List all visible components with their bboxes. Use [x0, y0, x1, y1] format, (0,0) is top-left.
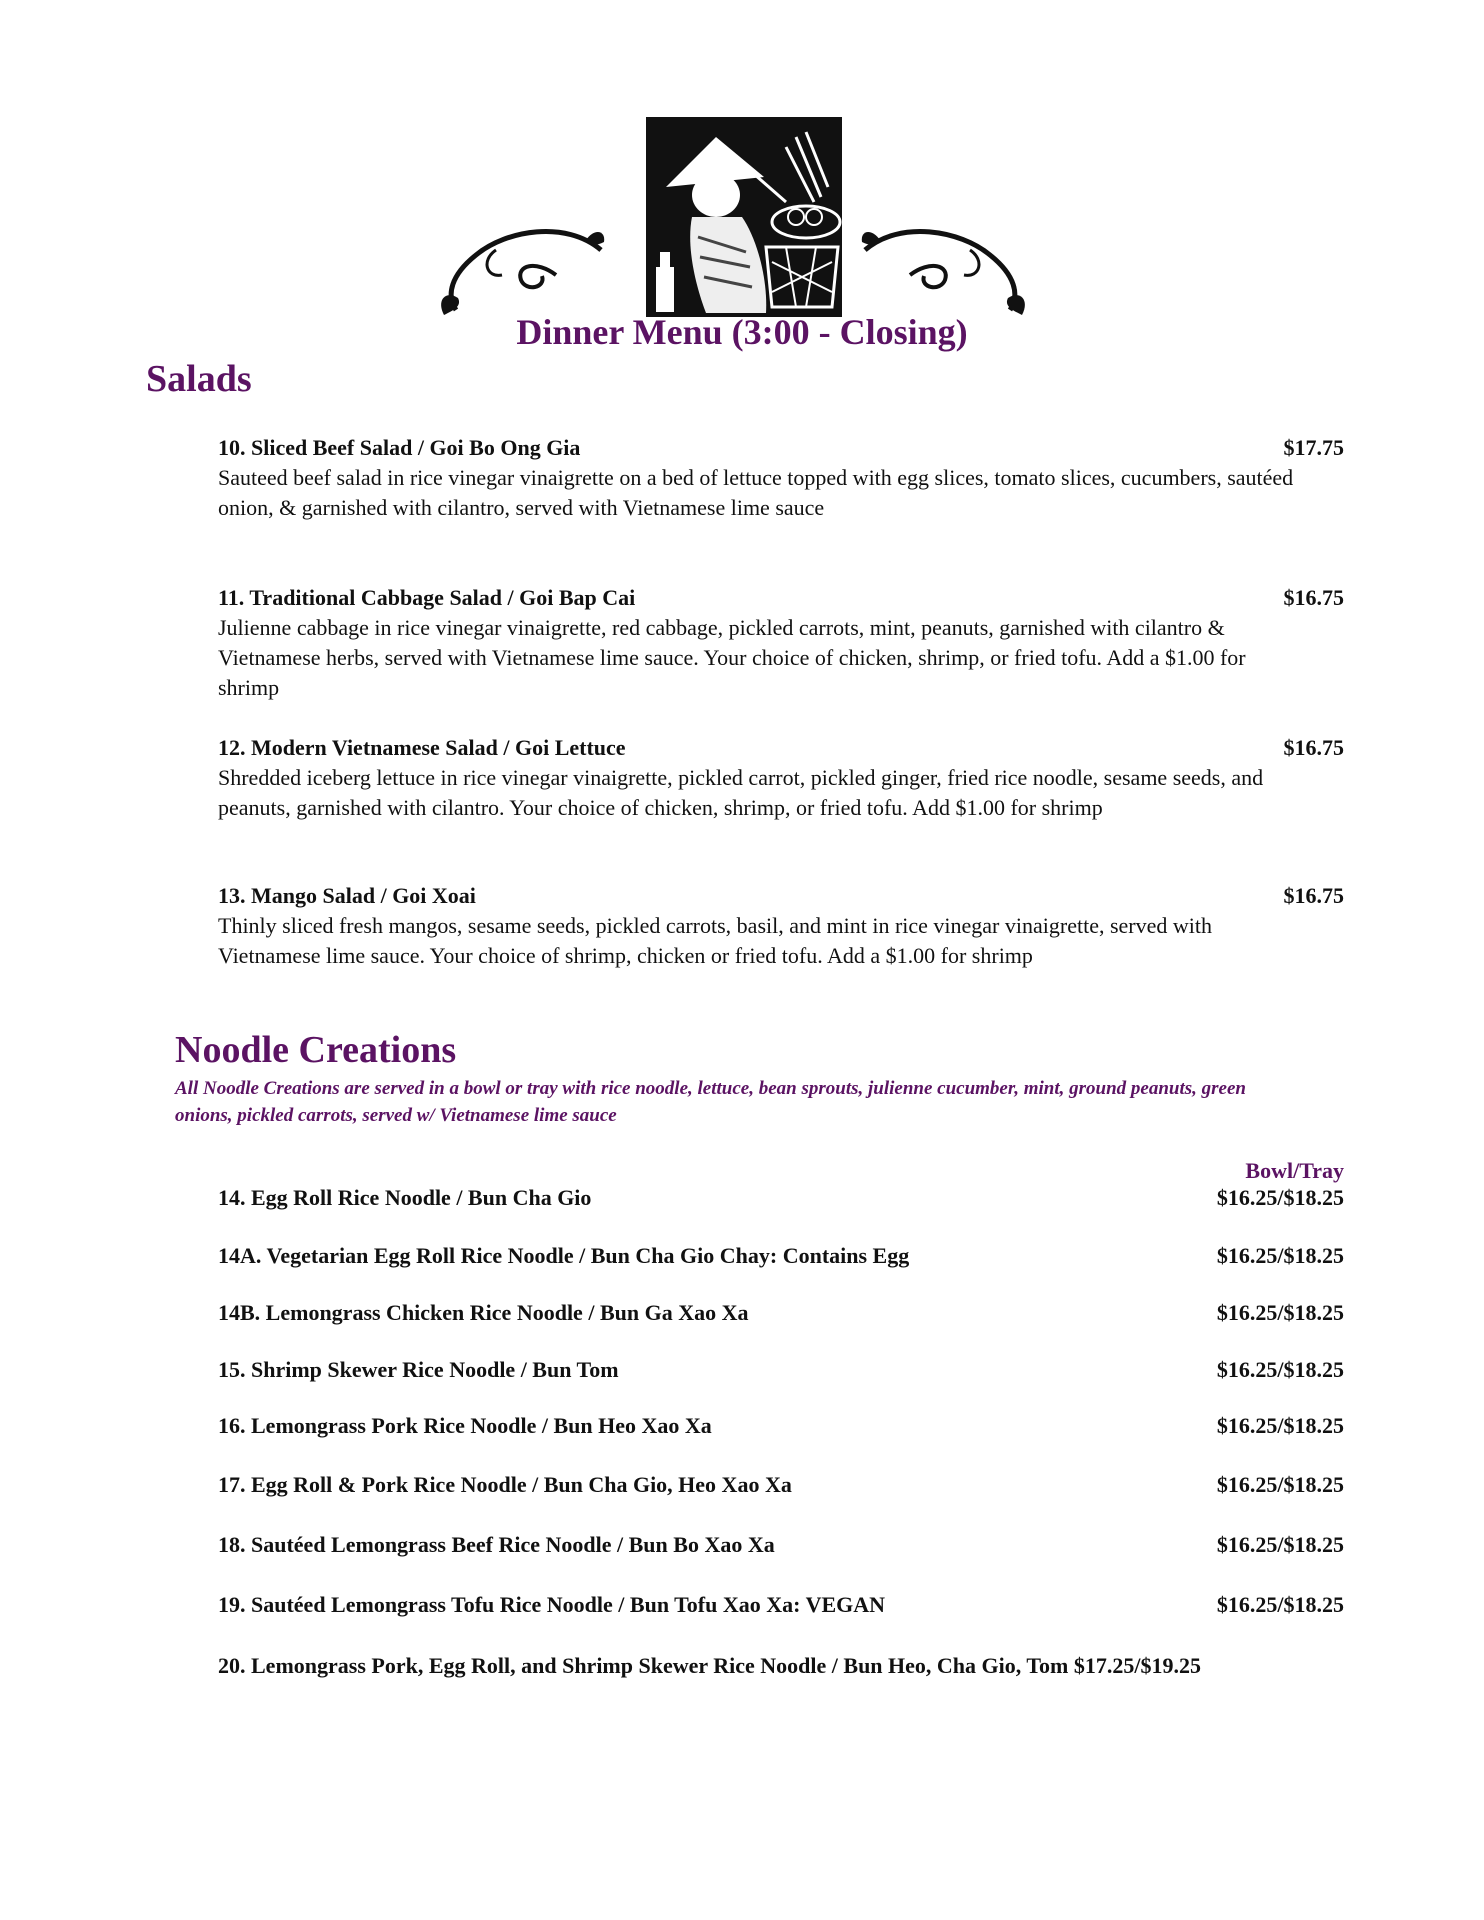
salad-item-price: $16.75 — [1283, 735, 1344, 760]
noodle-item-price: $16.25/$18.25 — [1216, 1413, 1344, 1438]
salad-item-name: 13. Mango Salad / Goi Xoai — [218, 883, 476, 908]
noodle-item-name: 15. Shrimp Skewer Rice Noodle / Bun Tom — [218, 1357, 619, 1382]
noodle-item-price: $16.25/$18.25 — [1216, 1185, 1344, 1210]
noodle-item-price: $16.25/$18.25 — [1216, 1472, 1344, 1497]
noodle-item-combo: 20. Lemongrass Pork, Egg Roll, and Shrimp Skewer Rice Noodle / Bun Heo, Cha Gio, Tom $17.25/$19.25 — [218, 1653, 1201, 1678]
bowl-tray-price-header: Bowl/Tray — [1245, 1158, 1344, 1183]
salad-item-price: $17.75 — [1283, 435, 1344, 460]
noodle-item-name: 14. Egg Roll Rice Noodle / Bun Cha Gio — [218, 1185, 592, 1210]
salad-item-name: 12. Modern Vietnamese Salad / Goi Lettuce — [218, 735, 626, 760]
left-swirl-ornament — [436, 220, 606, 320]
salad-item-price: $16.75 — [1283, 585, 1344, 610]
noodle-item-name: 14B. Lemongrass Chicken Rice Noodle / Bun Ga Xao Xa — [218, 1300, 749, 1325]
noodle-item-price: $16.25/$18.25 — [1216, 1592, 1344, 1617]
salad-item-description: Julienne cabbage in rice vinegar vinaigrette, red cabbage, pickled carrots, mint, peanuts, garnished with cilantro & Vietnamese herbs, served with Vietnamese lime sauce. Your choice of chicken, shrimp, or fried tofu. Add a $1.00 for shrimp — [218, 615, 1246, 700]
salad-item-name: 10. Sliced Beef Salad / Goi Bo Ong Gia — [218, 435, 581, 460]
noodle-item-name: 18. Sautéed Lemongrass Beef Rice Noodle / Bun Bo Xao Xa — [218, 1532, 775, 1557]
noodle-item-price: $16.25/$18.25 — [1216, 1357, 1344, 1382]
noodle-item-name: 17. Egg Roll & Pork Rice Noodle / Bun Cha Gio, Heo Xao Xa — [218, 1472, 792, 1497]
noodle-item-price: $16.25/$18.25 — [1216, 1300, 1344, 1325]
menu-title: Dinner Menu (3:00 - Closing) — [516, 312, 968, 352]
salads-heading: Salads — [146, 358, 252, 400]
right-swirl-ornament — [860, 220, 1030, 320]
noodle-creations-heading: Noodle Creations — [175, 1029, 457, 1071]
noodle-item-name: 14A. Vegetarian Egg Roll Rice Noodle / Bun Cha Gio Chay: Contains Egg — [218, 1243, 910, 1268]
salad-item-description: Shredded iceberg lettuce in rice vinegar vinaigrette, pickled carrot, pickled ginger, fried rice noodle, sesame seeds, and peanuts, garnished with cilantro. Your choice of chicken, shrimp, or fried tofu. Add $1.00 for shrimp — [218, 765, 1264, 820]
logo-area — [0, 0, 1484, 320]
salad-item-description: Sauteed beef salad in rice vinegar vinaigrette on a bed of lettuce topped with egg slices, tomato slices, cucumbers, sautéed onion, & garnished with cilantro, served with Vietnamese lime sauce — [218, 465, 1294, 520]
salad-item-description: Thinly sliced fresh mangos, sesame seeds, pickled carrots, basil, and mint in rice vinegar vinaigrette, served with Vietnamese lime sauce. Your choice of shrimp, chicken or fried tofu. Add a $1.00 for shrimp — [218, 913, 1212, 968]
noodle-item-price: $16.25/$18.25 — [1216, 1532, 1344, 1557]
noodle-item-name: 19. Sautéed Lemongrass Tofu Rice Noodle / Bun Tofu Xao Xa: VEGAN — [218, 1592, 886, 1617]
noodle-item-name: 16. Lemongrass Pork Rice Noodle / Bun Heo Xao Xa — [218, 1413, 712, 1438]
noodle-creations-note: All Noodle Creations are served in a bowl or tray with rice noodle, lettuce, bean sprouts, julienne cucumber, mint, ground peanuts, green onions, pickled carrots, served w/ Vietnamese lime sauce — [175, 1078, 1246, 1126]
logo-image-girl-eating-noodles — [646, 117, 842, 317]
noodle-item-price: $16.25/$18.25 — [1216, 1243, 1344, 1268]
salad-item-price: $16.75 — [1283, 883, 1344, 908]
salad-item-name: 11. Traditional Cabbage Salad / Goi Bap Cai — [218, 585, 636, 610]
